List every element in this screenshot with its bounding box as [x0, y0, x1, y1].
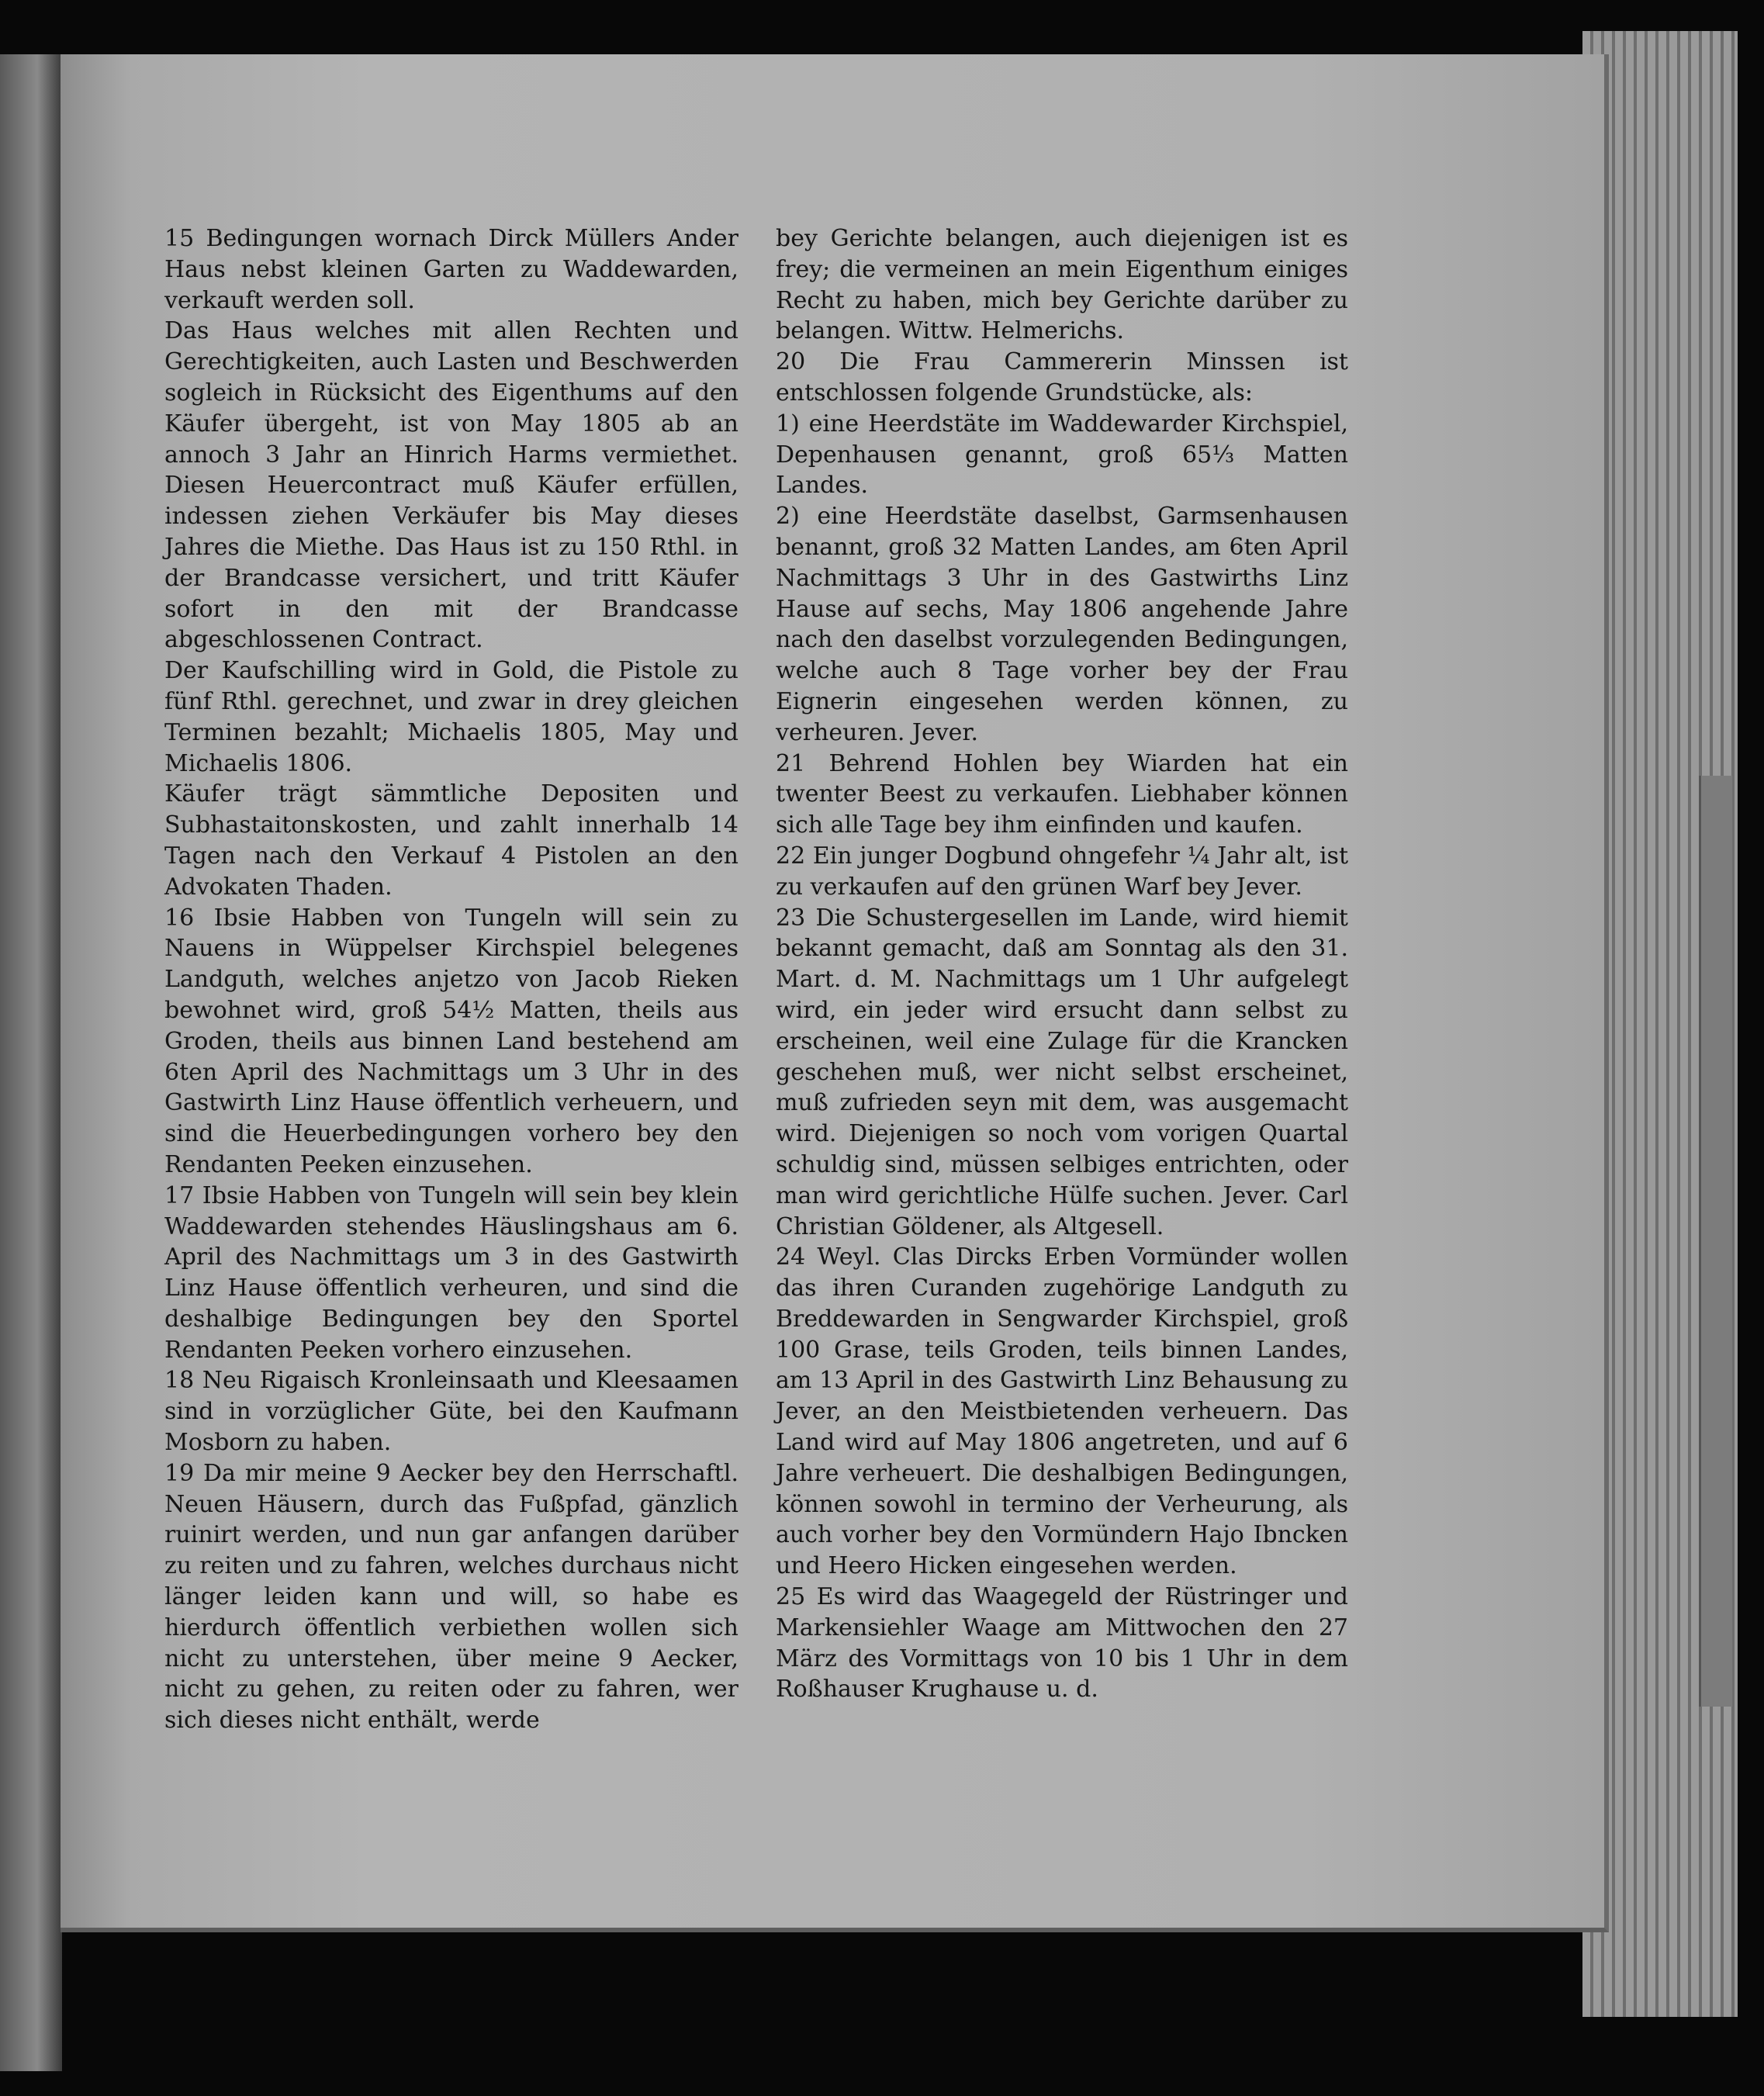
notice-18: 18 Neu Rigaisch Kronleinsaath und Kleesaamen sind in vorzüglicher Güte, bei den Kaufmann Mosborn zu haben. — [164, 1367, 738, 1457]
left-column — [164, 223, 738, 1736]
notice-25: 25 Es wird das Waagegeld der Rüstringer und Markensiehler Waage am Mittwochen den 27 März des Vormittags von 10 bis 1 Uhr in dem Roßhauser Krughause u. d. — [776, 1583, 1348, 1703]
page-edge-shadow — [1699, 776, 1732, 1707]
notice-15-house: Das Haus welches mit allen Rechten und Gerechtigkeiten, auch Lasten und Beschwerden sogleich in Rücksicht des Eigenthums auf den Käufer übergeht, ist von May 1805 ab an annoch 3 Jahr an Hinrich Harms vermiethet. Diesen Heuercontract muß Käufer erfüllen, indessen ziehen Verkäufer bis May dieses Jahres die Miethe. Das Haus ist zu 150 Rthl. in der Brandcasse versichert, und tritt Käufer sofort in den mit der Brandcasse abgeschlossenen Contract. — [164, 317, 738, 654]
notice-20-item-2: 2) eine Heerdstäte daselbst, Garmsenhausen benannt, groß 32 Matten Landes, am 6ten April Nachmittags 3 Uhr in des Gastwirths Linz Hause auf sechs, May 1806 angehende Jahre nach den daselbst vorzulegenden Bedingungen, welche auch 8 Tage vorher bey der Frau Eignerin eingesehen werden können, zu verheuren. Jever. — [776, 503, 1348, 746]
notice-17: 17 Ibsie Habben von Tungeln will sein bey klein Waddewarden stehendes Häuslingshaus am 6. April des Nachmittags um 3 in des Gastwirth Linz Hause öffentlich verheuren, und sind die deshalbige Bedingungen bey den Sportel Rendanten Peeken vorhero einzusehen. — [164, 1181, 738, 1364]
newspaper-page — [61, 54, 1609, 1932]
previous-page-edge — [0, 54, 62, 2071]
notice-20-item-1: 1) eine Heerdstäte im Waddewarder Kirchspiel, Depenhausen genannt, groß 65⅓ Matten Landes. — [776, 410, 1348, 500]
notice-22: 22 Ein junger Dogbund ohngefehr ¼ Jahr alt, ist zu verkaufen auf den grünen Warf bey Jever. — [776, 842, 1348, 901]
right-column — [776, 223, 1348, 1705]
notice-19-continued: bey Gerichte belangen, auch diejenigen ist es frey; die vermeinen an mein Eigenthum einiges Recht zu haben, mich bey Gerichte darüber zu belangen. Wittw. Helmerichs. — [776, 225, 1348, 345]
notice-21: 21 Behrend Hohlen bey Wiarden hat ein twenter Beest zu verkaufen. Liebhaber können sich alle Tage bey ihm einfinden und kaufen. — [776, 749, 1348, 839]
notice-16: 16 Ibsie Habben von Tungeln will sein zu Nauens in Wüppelser Kirchspiel belegenes Landguth, welches anjetzo von Jacob Rieken bewohnet wird, groß 54½ Matten, theils aus Groden, theils aus binnen Land bestehend am 6ten April des Nachmittags um 3 Uhr in des Gastwirth Linz Hause öffentlich verheuern, und sind die Heuerbedingungen vorhero bey den Rendanten Peeken einzusehen. — [164, 904, 738, 1178]
notice-19: 19 Da mir meine 9 Aecker bey den Herrschaftl. Neuen Häusern, durch das Fußpfad, gänzlich ruinirt werden, und nun gar anfangen darüber zu reiten und zu fahren, welches durchaus nicht länger leiden kann und will, so habe es hierdurch öffentlich verbiethen wollen sich nicht zu unterstehen, über meine 9 Aecker, nicht zu gehen, zu reiten oder zu fahren, wer sich dieses nicht enthält, werde — [164, 1459, 738, 1735]
notice-15-payment: Der Kaufschilling wird in Gold, die Pistole zu fünf Rthl. gerechnet, und zwar in drey gleichen Terminen bezahlt; Michaelis 1805, May und Michaelis 1806. — [164, 657, 738, 777]
notice-15-heading: 15 Bedingungen wornach Dirck Müllers Ander Haus nebst kleinen Garten zu Waddewarden, verkauft werden soll. — [164, 225, 738, 314]
notice-24: 24 Weyl. Clas Dircks Erben Vormünder wollen das ihren Curanden zugehörige Landguth zu Breddewarden in Sengwarder Kirchspiel, groß 100 Grase, teils Groden, teils binnen Landes, am 13 April in des Gastwirth Linz Behausung zu Jever, an den Meistbietenden verheuern. Das Land wird auf May 1806 angetreten, und auf 6 Jahre verheuert. Die deshalbigen Bedingungen, können sowohl in termino der Verheurung, als auch vorher bey den Vormündern Hajo Ibncken und Heero Hicken eingesehen werden. — [776, 1243, 1348, 1580]
notice-15-costs: Käufer trägt sämmtliche Depositen und Subhastaitonskosten, und zahlt innerhalb 14 Tagen nach den Verkauf 4 Pistolen an den Advokaten Thaden. — [164, 780, 738, 901]
notice-23: 23 Die Schustergesellen im Lande, wird hiemit bekannt gemacht, daß am Sonntag als den 31. Mart. d. M. Nachmittags um 1 Uhr aufgelegt wird, ein jeder wird ersucht dann selbst zu erscheinen, weil eine Zulage für die Krancken geschehen muß, wer nicht selbst erscheinet, muß zufrieden seyn mit dem, was ausgemacht wird. Diejenigen so noch vom vorigen Quartal schuldig sind, müssen selbiges entrichten, oder man wird gerichtliche Hülfe suchen. Jever. Carl Christian Göldener, als Altgesell. — [776, 904, 1348, 1240]
notice-20: 20 Die Frau Cammererin Minssen ist entschlossen folgende Grundstücke, als: — [776, 348, 1348, 406]
